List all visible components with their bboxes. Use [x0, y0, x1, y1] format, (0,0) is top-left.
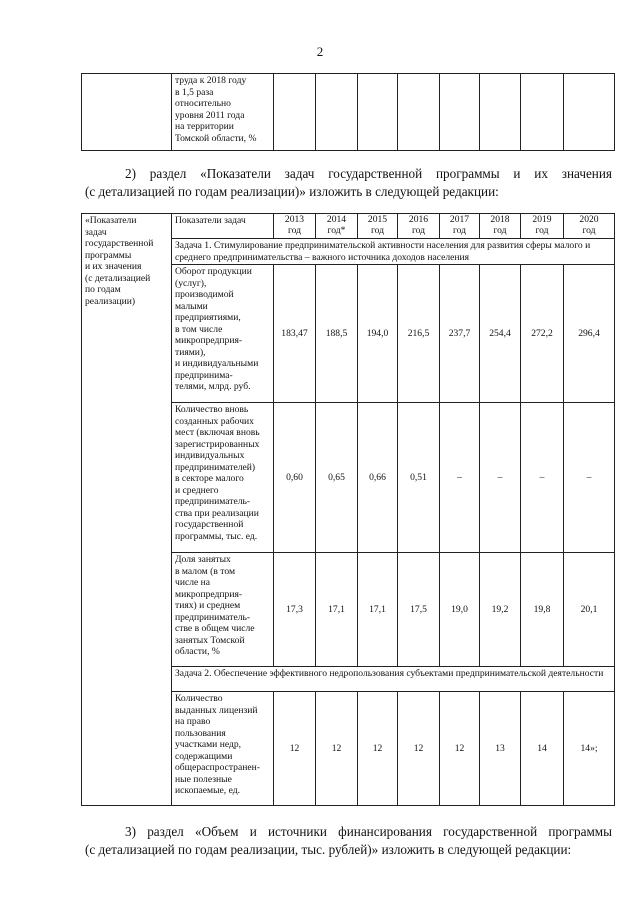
value-cell: 20,1	[564, 553, 615, 667]
year-label: 2019	[532, 214, 552, 225]
indicator-line: ископаемые, ед.	[175, 785, 240, 796]
section-label-line: по годам	[85, 284, 121, 295]
year-unit: год	[370, 224, 385, 236]
value-cell: 0,66	[358, 403, 398, 553]
value-cell: 17,5	[398, 553, 440, 667]
indicator-line: общераспространен-	[175, 762, 260, 773]
year-label: 2016	[408, 214, 429, 225]
year-header	[480, 214, 521, 239]
empty-cell	[521, 74, 564, 151]
indicator-text-cell	[172, 403, 274, 553]
section-label-line: государственной	[85, 238, 154, 249]
section-label-line: задач	[85, 226, 107, 238]
indicator-line: государственной	[175, 519, 244, 530]
indicator-line: ные полезные	[175, 773, 232, 785]
indicator-line: индивидуальных	[175, 450, 245, 461]
year-unit: год	[493, 224, 507, 236]
header-label: Показатели задач	[172, 214, 274, 239]
value-cell: 0,51	[398, 403, 440, 553]
value-cell: 12	[398, 692, 440, 806]
indicator-line: в 1,5 раза	[175, 86, 214, 98]
indicator-text-cell	[172, 692, 274, 806]
paragraph-2-line-2: (с детализацией по годам реализации)» изложить в следующей редакции:	[85, 184, 499, 199]
year-header	[398, 214, 440, 239]
indicator-line: содержащими	[175, 750, 233, 762]
indicator-line: области, %	[175, 646, 220, 657]
value-cell: 12	[316, 692, 358, 806]
value-cell: 12	[274, 692, 316, 806]
value-cell: 194,0	[358, 265, 398, 403]
year-label: 2020	[579, 214, 599, 225]
year-label: 2018	[490, 214, 510, 225]
paragraph-2-line-1: 2) раздел «Показатели задач государственной программы и их значения	[125, 166, 612, 181]
indicator-line: Количество	[175, 693, 223, 704]
indicator-line: предприниматель-	[175, 611, 251, 623]
value-cell: 272,2	[521, 265, 564, 403]
indicator-line: микропредприя-	[175, 335, 243, 346]
value-cell: 254,4	[480, 265, 521, 403]
indicator-line: предприниматель-	[175, 496, 251, 507]
indicator-line: предприятиями,	[175, 312, 241, 323]
indicator-line: участками недр,	[175, 739, 242, 750]
section-label-line: реализации)	[85, 295, 136, 307]
value-cell: 12	[440, 692, 480, 806]
empty-cell	[564, 74, 615, 151]
indicator-line: предпринимателей)	[175, 461, 256, 473]
value-cell: 17,3	[274, 553, 316, 667]
value-cell: 14	[521, 692, 564, 806]
value-cell: 0,60	[274, 403, 316, 553]
value-cell: 13	[480, 692, 521, 806]
indicator-line: микропредприя-	[175, 588, 243, 600]
year-unit: год	[287, 224, 302, 236]
year-unit: год*	[327, 224, 346, 236]
page-number: 2	[316, 44, 324, 59]
indicator-line: занятых Томской	[175, 634, 245, 646]
year-header	[564, 214, 615, 239]
indicator-line: труда к 2018 году	[175, 75, 247, 86]
section-label-line: программы	[85, 249, 132, 261]
task-1-heading: Задача 1. Стимулирование предпринимательской активности населения для развития сферы малого и среднего предпринимательства – важного источника доходов населения	[172, 239, 615, 265]
year-label: 2015	[367, 214, 388, 225]
value-cell: 296,4	[564, 265, 615, 403]
section-label-line: (с детализацией	[85, 272, 151, 284]
indicator-line: тиях) и среднем	[175, 600, 241, 611]
value-cell: –	[521, 403, 564, 553]
indicator-line: выданных лицензий	[175, 704, 258, 716]
indicator-text-cell	[172, 74, 274, 151]
indicator-line: и среднего	[175, 484, 219, 496]
section-label-line: и их значения	[85, 261, 142, 272]
year-header	[274, 214, 316, 239]
value-cell: 183,47	[274, 265, 316, 403]
indicator-text-cell	[172, 265, 274, 403]
value-cell: 12	[358, 692, 398, 806]
indicator-line: зарегистрированных	[175, 438, 260, 450]
value-cell: 19,0	[440, 553, 480, 667]
year-label: 2017	[449, 214, 470, 225]
empty-cell	[274, 74, 316, 151]
value-cell: 216,5	[398, 265, 440, 403]
empty-cell	[316, 74, 358, 151]
year-header	[358, 214, 398, 239]
indicator-line: и индивидуальными	[175, 358, 259, 369]
indicator-line: на территории	[175, 121, 234, 132]
year-label: 2014	[326, 214, 347, 225]
indicator-line: телями, млрд. руб.	[175, 381, 251, 392]
indicator-line: программы, тыс. ед.	[175, 530, 258, 542]
indicator-line: пользования	[175, 727, 226, 739]
indicator-text-cell	[172, 553, 274, 667]
year-label: 2013	[284, 214, 305, 225]
value-cell: –	[440, 403, 480, 553]
value-cell: 237,7	[440, 265, 480, 403]
indicator-line: Томской области, %	[175, 132, 257, 144]
top-table-fragment	[81, 73, 615, 151]
paragraph-3-line-2: (с детализацией по годам реализации, тыс. рублей)» изложить в следующей редакции:	[85, 842, 572, 857]
value-cell: –	[480, 403, 521, 553]
year-header	[521, 214, 564, 239]
indicator-line: уровня 2011 года	[175, 109, 245, 121]
indicators-table	[81, 213, 615, 806]
indicator-line: в малом (в том	[175, 565, 236, 577]
year-unit: год	[452, 224, 467, 236]
indicator-line: (услуг),	[175, 277, 207, 289]
indicator-line: предпринима-	[175, 369, 233, 381]
indicator-line: тиями),	[175, 346, 206, 358]
value-cell: 19,8	[521, 553, 564, 667]
indicator-line: мест (включая вновь	[175, 427, 260, 438]
indicator-line: Оборот продукции	[175, 266, 252, 277]
indicator-line: ства при реализации	[175, 507, 259, 519]
value-cell: 14»;	[564, 692, 615, 806]
section-label-line: «Показатели	[85, 215, 137, 226]
paragraph-3-line-1: 3) раздел «Объем и источники финансирования государственной программы	[125, 824, 612, 839]
indicator-line: в том числе	[175, 323, 223, 335]
paragraph-2	[85, 165, 612, 201]
empty-cell	[358, 74, 398, 151]
indicator-line: малыми	[175, 300, 208, 312]
task-2-heading: Задача 2. Обеспечение эффективного недропользования субъектами предпринимательской деятельности	[172, 667, 615, 692]
section-label-cell	[82, 214, 172, 806]
year-unit: год	[411, 224, 426, 236]
indicator-line: числе на	[175, 577, 211, 588]
year-unit: год	[582, 224, 596, 236]
indicator-line: Количество вновь	[175, 404, 249, 415]
indicator-line: Доля занятых	[175, 554, 231, 565]
empty-cell	[398, 74, 440, 151]
value-cell: 19,2	[480, 553, 521, 667]
value-cell: 188,5	[316, 265, 358, 403]
value-cell: –	[564, 403, 615, 553]
indicator-line: стве в общем числе	[175, 623, 255, 634]
value-cell: 17,1	[358, 553, 398, 667]
paragraph-3	[85, 823, 612, 859]
year-header	[316, 214, 358, 239]
value-cell: 17,1	[316, 553, 358, 667]
empty-cell	[440, 74, 480, 151]
indicator-line: производимой	[175, 289, 234, 300]
indicator-line: созданных рабочих	[175, 415, 254, 427]
empty-cell	[82, 74, 172, 151]
empty-cell	[480, 74, 521, 151]
year-header	[440, 214, 480, 239]
year-unit: год	[535, 224, 549, 236]
indicator-line: на право	[175, 716, 211, 727]
value-cell: 0,65	[316, 403, 358, 553]
indicator-line: в секторе малого	[175, 473, 244, 484]
indicator-line: относительно	[175, 98, 231, 109]
